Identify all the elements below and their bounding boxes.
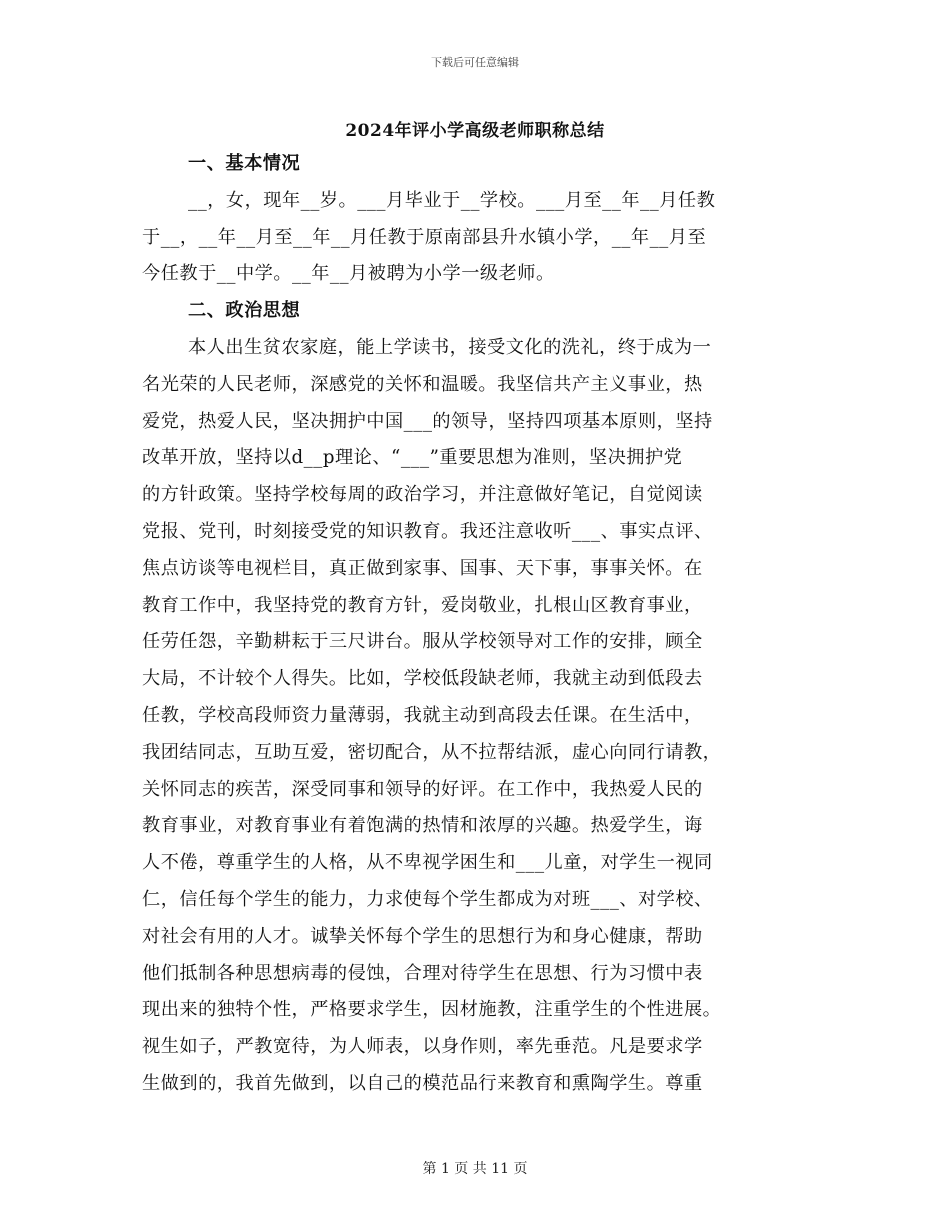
text-line: 本人出生贫农家庭，能上学读书，接受文化的洗礼，终于成为一 (188, 336, 712, 358)
text-line: 大局，不计较个人得失。比如，学校低段缺老师，我就主动到低段去 (142, 668, 703, 690)
text-line: __，女，现年__岁。___月毕业于__学校。___月至__年__月任教 (188, 189, 716, 211)
text-line: 的方针政策。坚持学校每周的政治学习，并注意做好笔记，自觉阅读 (142, 484, 703, 506)
text-line: 人不倦，尊重学生的人格，从不卑视学困生和___儿童，对学生一视同 (142, 852, 713, 874)
section-heading-political: 二、政治思想 (188, 300, 301, 322)
text-line: 名光荣的人民老师，深感党的关怀和温暖。我坚信共产主义事业，热 (142, 373, 703, 395)
text-line: 于__，__年__月至__年__月任教于原南部县升水镇小学，__年__月至 (142, 226, 707, 248)
page-footer: 第 1 页 共 11 页 (422, 1161, 528, 1177)
text-line: 焦点访谈等电视栏目，真正做到家事、国事、天下事，事事关怀。在 (142, 557, 703, 579)
text-line: 对社会有用的人才。诚挚关怀每个学生的思想行为和身心健康，帮助 (142, 925, 703, 947)
section-heading-basic-info: 一、基本情况 (188, 153, 301, 174)
text-line: 教育工作中，我坚持党的教育方针，爱岗敬业，扎根山区教育事业， (142, 594, 703, 616)
section-paragraph-basic-info (142, 183, 808, 293)
text-line: 党报、党刊，时刻接受党的知识教育。我还注意收听___、事实点评、 (142, 520, 713, 542)
text-line: 爱党，热爱人民，坚决拥护中国___的领导，坚持四项基本原则，坚持 (142, 410, 713, 432)
text-line: 他们抵制各种思想病毒的侵蚀，合理对待学生在思想、行为习惯中表 (142, 962, 703, 984)
text-line: 改革开放，坚持以d__p理论、“___”重要思想为准则，坚决拥护党 (142, 447, 683, 469)
text-line: 今任教于__中学。__年__月被聘为小学一级老师。 (142, 263, 555, 285)
text-line: 仁，信任每个学生的能力，力求使每个学生都成为对班___、对学校、 (142, 888, 713, 910)
text-line: 教育事业，对教育事业有着饱满的热情和浓厚的兴趣。热爱学生，诲 (142, 815, 703, 837)
section-paragraph-political (142, 330, 808, 1103)
text-line: 任教，学校高段师资力量薄弱，我就主动到高段去任课。在生活中， (142, 704, 703, 726)
text-line: 我团结同志，互助互爱，密切配合，从不拉帮结派，虚心向同行请教， (142, 741, 722, 763)
document-title: 2024年评小学高级老师职称总结 (345, 121, 605, 141)
text-line: 关怀同志的疾苦，深受同事和领导的好评。在工作中，我热爱人民的 (142, 778, 703, 800)
text-line: 任劳任怨，辛勤耕耘于三尺讲台。服从学校领导对工作的安排，顾全 (142, 631, 703, 653)
text-line: 视生如子，严教宽待，为人师表，以身作则，率先垂范。凡是要求学 (142, 1036, 703, 1058)
text-line: 生做到的，我首先做到，以自己的模范品行来教育和熏陶学生。尊重 (142, 1072, 703, 1094)
document-body (142, 146, 808, 1103)
header-note: 下载后可任意编辑 (431, 56, 519, 69)
text-line: 现出来的独特个性，严格要求学生，因材施教，注重学生的个性进展。 (142, 999, 722, 1021)
